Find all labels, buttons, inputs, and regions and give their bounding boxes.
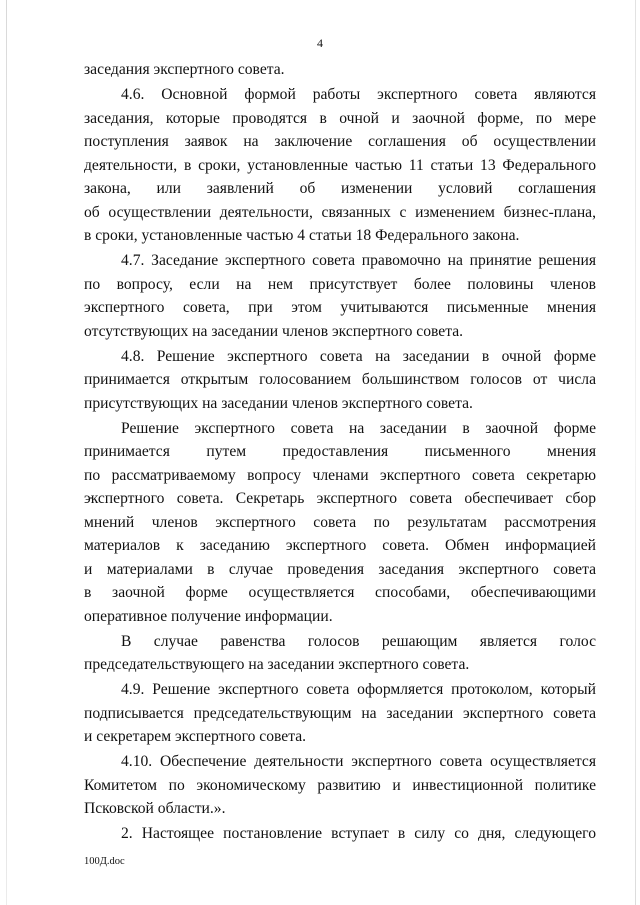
document-body [84,58,596,847]
text-line: поступления заявок на заключение соглашения об осуществлении [84,133,596,150]
text-line: и секретарем экспертного совета. [84,728,307,745]
text-line: в заочной форме осуществляется способами, обеспечивающими [84,584,596,601]
text-line: 4.6. Основной формой работы экспертного совета являются [121,86,596,103]
text-line: оперативное получение информации. [84,607,333,625]
text-line: 4.9. Решение экспертного совета оформляется протоколом, который [121,681,596,698]
text-line: отсутствующих на заседании членов экспертного совета. [84,322,464,340]
text-line: мнений членов экспертного совета по результатам рассмотрения [84,513,596,531]
text-line: об осуществлении деятельности, связанных с изменением бизнес-плана, [84,203,596,221]
paragraph-p-4-9 [84,678,596,749]
text-line: присутствующих на заседании членов экспертного совета. [84,394,473,412]
text-line: заседания экспертного совета. [84,61,285,78]
text-line: деятельности, в сроки, установленные частью 11 статьи 13 Федерального [84,156,596,174]
text-line: экспертного совета. Секретарь экспертного совета обеспечивает сбор [84,490,596,507]
paragraph-p-4-6 [84,83,596,248]
text-line: по вопросу, если на нем присутствует более половины членов [84,275,596,293]
paragraph-p-2 [84,822,596,846]
paragraph-p-4-7 [84,249,596,343]
text-line: и материалами в случае проведения заседания экспертного совета [84,560,596,578]
text-line: экспертного совета, при этом учитываются письменные мнения [84,299,596,316]
text-line: принимается открытым голосованием большинством голосов от числа [84,371,596,388]
paragraph-p-4-8 [84,345,596,416]
text-line: Решение экспертного совета на заседании в заочной форме [121,419,596,437]
text-line: 2. Настоящее постановление вступает в силу со дня, следующего [121,825,596,842]
text-line: заседания, которые проводятся в очной и заочной форме, по мере [84,109,596,127]
text-line: по рассматриваемому вопросу членами экспертного совета секретарю [84,466,596,484]
paragraph-p-4-10 [84,750,596,821]
paragraph-p-zaochnaya [84,417,596,629]
text-line: Комитетом по экономическому развитию и инвестиционной политике [84,776,596,794]
page-number: 4 [317,36,323,50]
text-line: 4.7. Заседание экспертного совета правомочно на принятие решения [121,252,596,269]
text-line: закона, или заявлений об изменении условий соглашения [84,180,596,197]
text-line: принимается путем предоставления письменного мнения [84,443,596,460]
text-line: В случае равенства голосов решающим является голос [121,632,596,650]
text-line: 4.10. Обеспечение деятельности экспертного совета осуществляется [121,753,596,770]
paragraph-continuation [84,58,596,82]
text-line: материалов к заседанию экспертного совета. Обмен информацией [84,537,596,554]
text-line: Псковской области.». [84,800,226,817]
text-line: подписывается председательствующим на заседании экспертного совета [84,704,596,722]
footer-filename: 100Д.doc [84,856,125,867]
text-line: в сроки, установленные частью 4 статьи 18 Федерального закона. [84,227,520,244]
paragraph-p-ravenstvo [84,630,596,677]
text-line: 4.8. Решение экспертного совета на заседании в очной форме [121,347,596,365]
text-line: председательствующего на заседании экспертного совета. [84,656,470,673]
scan-edge-right [635,0,636,905]
scan-edge-left [6,0,7,905]
